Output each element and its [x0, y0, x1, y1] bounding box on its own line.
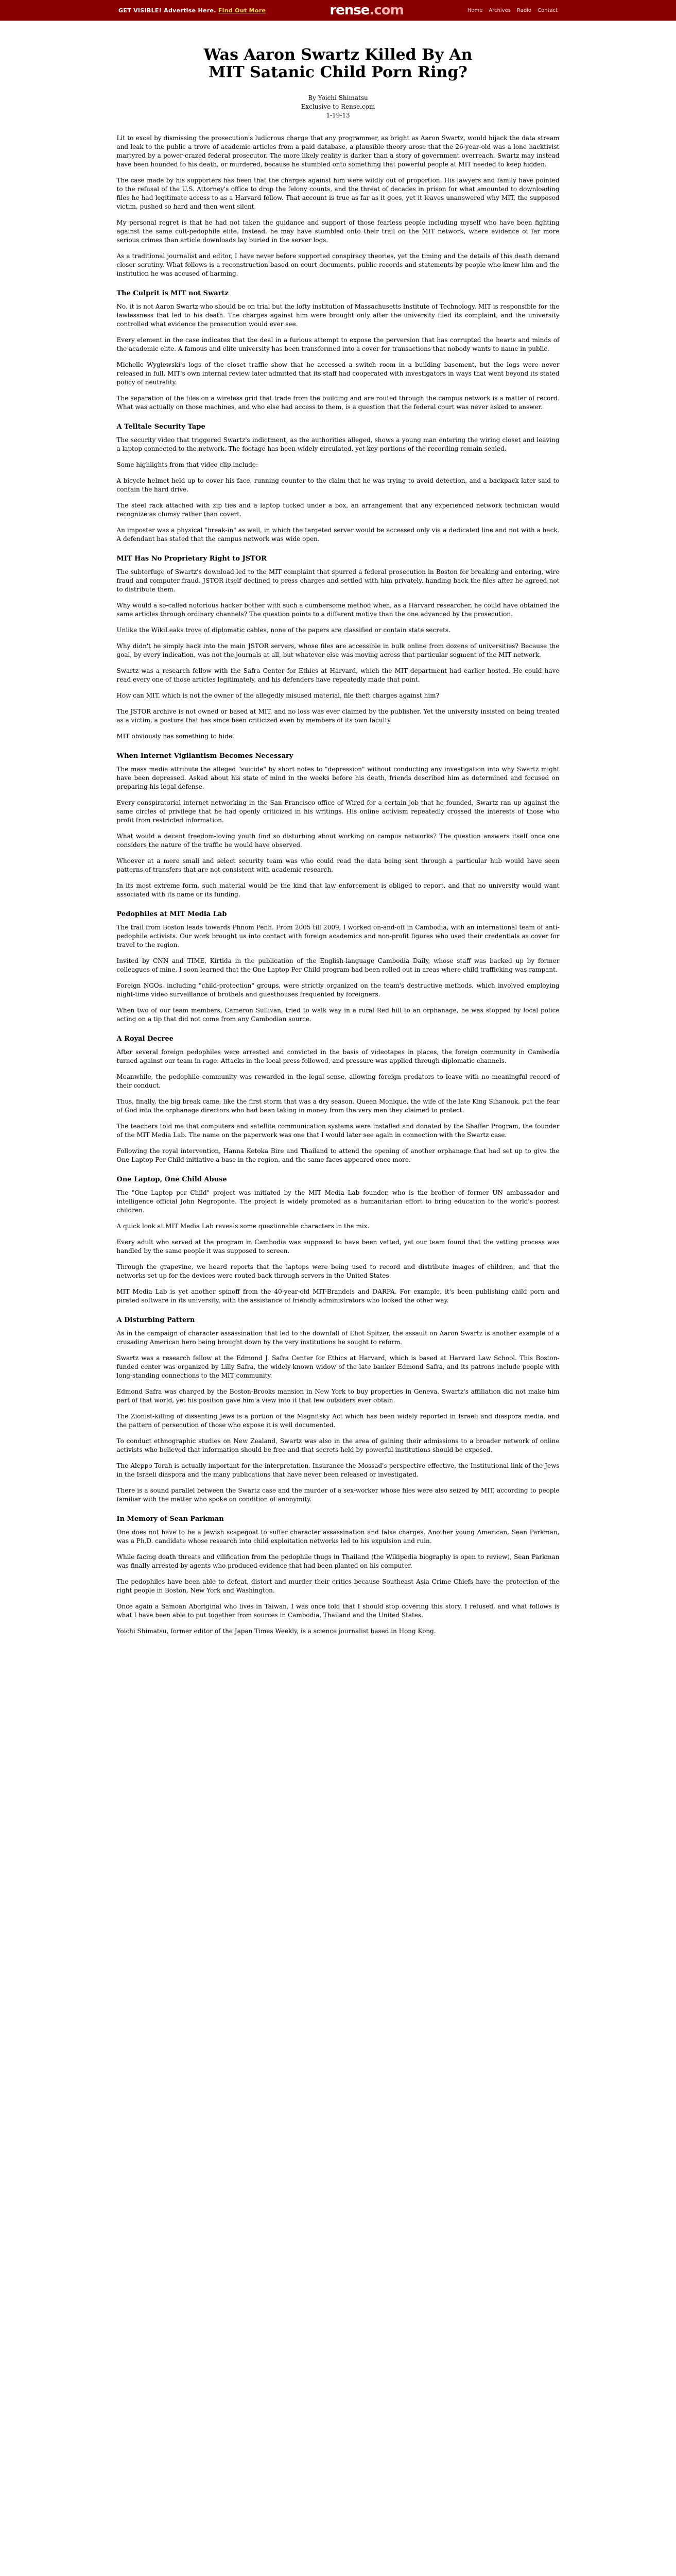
article-paragraph: Why didn't he simply hack into the main JSTOR servers, whose files are accessible in bulk online from dozens of universities? Because the goal, by every indication, was not the journals at all, but whatever else was moving across that particular segment of the MIT network. — [116, 642, 560, 658]
article-paragraph: The steel rack attached with zip ties and a laptop tucked under a box, an arrangement that any experienced network technician would recognize as clumsy rather than covert. — [116, 502, 560, 518]
nav-item[interactable]: Radio — [516, 7, 532, 13]
article — [117, 21, 560, 1636]
article-paragraph: There is a sound parallel between the Swartz case and the murder of a sex-worker whose files were also seized by MIT, according to people familiar with the matter who spoke on condition of anonymity. — [116, 1487, 560, 1503]
section-heading: A Royal Decree — [116, 1035, 174, 1043]
article-paragraph: While facing death threats and vilification from the pedophile thugs in Thailand (the Wikipedia biography is open to review), Sean Parkman was finally arrested by agents who produced evidence that had been planted on his computer. — [116, 1553, 560, 1569]
article-body — [117, 134, 560, 1636]
article-paragraph: Thus, finally, the big break came, like the first storm that was a dry season. Queen Monique, the wife of the late King Sihanouk, put the fear of God into the orphanage directors who had been taking in money from the very men they claimed to protect. — [116, 1098, 560, 1114]
site-logo[interactable] — [330, 3, 403, 18]
article-paragraph: Following the royal intervention, Hanna Ketoka Bire and Thailand to attend the opening of another orphanage that had set up to give the One Laptop Per Child initiative a base in the region, and the same faces appeared once more. — [116, 1147, 560, 1163]
article-paragraph: Every conspiratorial internet networking in the San Francisco office of Wired for a certain job that he founded, Swartz ran up against the same circles of privilege that he had openly criticized in his writings. His online activism repeatedly crossed the interests of those who profit from restricted information. — [116, 799, 560, 824]
article-paragraph: Unlike the WikiLeaks trove of diplomatic cables, none of the papers are classified or contain state secrets. — [116, 626, 450, 634]
section-heading: Pedophiles at MIT Media Lab — [116, 910, 227, 918]
article-paragraph: Yoichi Shimatsu, former editor of the Japan Times Weekly, is a science journalist based in Hong Kong. — [116, 1628, 436, 1635]
headline-line-1: Was Aaron Swartz Killed By An — [203, 46, 473, 64]
article-paragraph: Every adult who served at the program in Cambodia was supposed to have been vetted, yet our team found that the vetting process was handled by the same people it was supposed to screen. — [116, 1239, 560, 1255]
article-paragraph: The separation of the files on a wireless grid that trade from the building and are routed through the campus network is a matter of record. What was actually on those machines, and who else had access to them, is a question that the federal court was never asked to answer. — [116, 395, 560, 411]
article-paragraph: Swartz was a research fellow at the Edmond J. Safra Center for Ethics at Harvard, which is based at Harvard Law School. This Boston-funded center was organized by Lilly Safra, the widely-known widow of the late banker Edmond Safra, and its patrons include people with long-standing connections to the MIT community. — [116, 1354, 560, 1379]
article-paragraph: Some highlights from that video clip include: — [116, 461, 258, 468]
section-heading: A Telltale Security Tape — [116, 423, 205, 431]
article-section — [117, 555, 560, 741]
section-heading: In Memory of Sean Parkman — [116, 1515, 224, 1523]
article-paragraph: Swartz was a research fellow with the Safra Center for Ethics at Harvard, which the MIT department had earlier hosted. He could have read every one of those articles legitimately, and his defenders have repeatedly made that point. — [116, 667, 560, 683]
logo-suffix: .com — [369, 3, 404, 18]
article-section — [117, 134, 560, 278]
top-banner — [0, 0, 676, 21]
article-section — [117, 1316, 560, 1504]
article-paragraph: Meanwhile, the pedophile community was rewarded in the legal sense, allowing foreign predators to leave with no meaningful record of their conduct. — [116, 1073, 560, 1089]
article-paragraph: Invited by CNN and TIME, Kirtida in the publication of the English-language Cambodia Daily, whose staff was backed up by former colleagues of mine, I soon learned that the One Laptop Per Child program had been rolled out in areas where child trafficking was rampant. — [116, 957, 560, 973]
article-paragraph: The Aleppo Torah is actually important for the interpretation. Insurance the Mossad's perspective effective, the Institutional link of the Jews in the Israeli diaspora and the many publications that have never been released or investigated. — [116, 1462, 560, 1478]
article-paragraph: As a traditional journalist and editor, I have never before supported conspiracy theories, yet the timing and the details of this death demand closer scrutiny. What follows is a reconstruction based on court documents, public records and statements by people who knew him and the institution he was accused of harming. — [116, 252, 560, 277]
article-paragraph: To conduct ethnographic studies on New Zealand, Swartz was also in the area of gaining their admissions to a broader network of online activists who believed that information should be free and that secrets held by powerful institutions should be exposed. — [116, 1437, 560, 1453]
headline-line-2: MIT Satanic Child Porn Ring? — [209, 63, 467, 81]
article-paragraph: Every element in the case indicates that the deal in a furious attempt to expose the perversion that has corrupted the hearts and minds of the academic elite. A famous and elite university has been transformed into a cover for transactions that nobody wants to name in public. — [116, 336, 560, 352]
section-heading: A Disturbing Pattern — [116, 1316, 195, 1324]
ad-promo — [118, 7, 266, 14]
byline-author: By Yoichi Shimatsu — [308, 94, 368, 101]
article-paragraph: The "One Laptop per Child" project was initiated by the MIT Media Lab founder, who is the brother of former UN ambassador and intelligence official John Negroponte. The project is widely promoted as a humanitarian effort to bring education to the world's poorest children. — [116, 1189, 560, 1214]
article-paragraph: An imposter was a physical "break-in" as well, in which the targeted server would be accessed only via a dedicated line and not with a hack. A defendant has stated that the campus network was wide open. — [116, 527, 560, 543]
article-section — [117, 1035, 560, 1164]
article-paragraph: Why would a so-called notorious hacker bother with such a cumbersome method when, as a Harvard researcher, he could have obtained the same articles through ordinary channels? The question points to a different motive than the one advanced by the prosecution. — [116, 602, 560, 618]
byline-outlet: Exclusive to Rense.com — [301, 103, 375, 110]
article-paragraph: The mass media attribute the alleged "suicide" by short notes to "depression" without conducting any investigation into why Swartz might have been depressed. Asked about his state of mind in the weeks before his death, friends described him as determined and focused on preparing his legal defense. — [116, 766, 560, 790]
article-paragraph: Foreign NGOs, including "child-protection" groups, were strictly organized on the team's destructive methods, which involved employing night-time video surveillance of brothels and guesthouses frequented by foreigners. — [116, 982, 560, 998]
article-paragraph: A quick look at MIT Media Lab reveals some questionable characters in the mix. — [116, 1223, 370, 1230]
nav-item[interactable]: Contact — [538, 7, 558, 13]
nav-item[interactable]: Home — [467, 7, 483, 13]
section-heading: MIT Has No Proprietary Right to JSTOR — [116, 555, 267, 563]
article-section — [117, 1515, 560, 1636]
article-paragraph: After several foreign pedophiles were arrested and convicted in the basis of videotapes in places, the foreign community in Cambodia turned against our team in rage. Attacks in the local press followed, and pressure was applied through diplomatic channels. — [116, 1048, 560, 1064]
ad-promo-link[interactable]: Find Out More — [218, 7, 266, 14]
article-paragraph: The Zionist-killing of dissenting Jews is a portion of the Magnitsky Act which has been widely reported in Israeli and diaspora media, and the pattern of persecution of those who expose it is well documented. — [116, 1413, 560, 1429]
section-heading: When Internet Vigilantism Becomes Necessary — [116, 752, 293, 760]
article-headline — [117, 46, 560, 81]
byline — [117, 94, 560, 120]
article-paragraph: MIT Media Lab is yet another spinoff from the 40-year-old MIT-Brandeis and DARPA. For example, it's been publishing child porn and pirated software in its university, with the assistance of friendly administrators who looked the other way. — [116, 1288, 560, 1304]
article-paragraph: Once again a Samoan Aboriginal who lives in Taiwan, I was once told that I should stop covering this story. I refused, and what follows is what I have been able to put together from sources in Cambodia, Thailand and the United States. — [116, 1603, 560, 1619]
article-section — [117, 752, 560, 899]
article-paragraph: As in the campaign of character assassination that led to the downfall of Eliot Spitzer, the assault on Aaron Swartz is another example of a crusading American hero being brought down by the very institutions he sought to reform. — [116, 1330, 560, 1346]
article-paragraph: MIT obviously has something to hide. — [116, 733, 234, 740]
article-paragraph: No, it is not Aaron Swartz who should be on trial but the lofty institution of Massachusetts Institute of Technology. MIT is responsible for the lawlessness that led to his death. The charges against him were brought only after the university filed its complaint, and the university controlled what evidence the prosecution would ever see. — [116, 303, 560, 328]
top-nav — [467, 8, 558, 13]
article-paragraph: What would a decent freedom-loving youth find so disturbing about working on campus networks? The question answers itself once one considers the nature of the traffic he would have observed. — [116, 833, 560, 849]
article-paragraph: The teachers told me that computers and satellite communication systems were installed and donated by the Shaffer Program, the founder of the MIT Media Lab. The name on the paperwork was one that I would later see again in connection with the Swartz case. — [116, 1123, 560, 1139]
article-paragraph: Edmond Safra was charged by the Boston-Brooks mansion in New York to buy properties in Geneva. Swartz's affiliation did not make him part of that world, yet his position gave him a view into it that few outsiders ever obtain. — [116, 1388, 560, 1404]
article-paragraph: Through the grapevine, we heard reports that the laptops were being used to record and distribute images of children, and that the networks set up for the devices were routed back through servers in the United States. — [116, 1263, 560, 1279]
article-section — [117, 423, 560, 544]
article-paragraph: The security video that triggered Swartz's indictment, as the authorities alleged, shows a young man entering the wiring closet and leaving a laptop connected to the network. The footage has been widely circulated, yet key portions of the recording remain sealed. — [116, 436, 560, 452]
article-paragraph: The trail from Boston leads towards Phnom Penh. From 2005 till 2009, I worked on-and-off in Cambodia, with an international team of anti-pedophile activists. Our work brought us into contact with foreign academics and non-profit figures who used their credentials as cover for travel to the region. — [116, 924, 560, 948]
article-paragraph: The JSTOR archive is not owned or based at MIT, and no loss was ever claimed by the publisher. Yet the university insisted on being treated as a victim, a posture that has since been criticized even by members of its own faculty. — [116, 708, 560, 724]
section-heading: The Culprit is MIT not Swartz — [116, 290, 229, 297]
article-section — [117, 290, 560, 412]
byline-date: 1-19-13 — [326, 112, 350, 119]
article-paragraph: In its most extreme form, such material would be the kind that law enforcement is obliged to report, and that no university would want associated with its name or its funding. — [116, 882, 560, 898]
article-paragraph: When two of our team members, Cameron Sullivan, tried to walk way in a rural Red hill to an orphanage, he was stopped by local police acting on a tip that did not come from any Cambodian source. — [116, 1007, 560, 1023]
ad-promo-text: GET VISIBLE! Advertise Here. — [118, 7, 216, 14]
article-paragraph: One does not have to be a Jewish scapegoat to suffer character assassination and false charges. Another young American, Sean Parkman, was a Ph.D. candidate whose research into child exploitation networks led to his expulsion and ruin. — [116, 1529, 560, 1545]
article-paragraph: The subterfuge of Swartz's download led to the MIT complaint that spurred a federal prosecution in Boston for breaking and entering, wire fraud and computer fraud. JSTOR itself declined to press charges and settled with him privately, handing back the files after he agreed not to distribute them. — [116, 568, 560, 593]
article-section — [117, 1176, 560, 1305]
logo-main: rense — [330, 3, 370, 18]
article-paragraph: How can MIT, which is not the owner of the allegedly misused material, file theft charges against him? — [116, 692, 440, 699]
article-paragraph: A bicycle helmet held up to cover his face, running counter to the claim that he was trying to avoid detection, and a backpack later said to contain the hard drive. — [116, 477, 560, 493]
article-paragraph: The case made by his supporters has been that the charges against him were wildly out of proportion. His lawyers and family have pointed to the refusal of the U.S. Attorney's office to drop the felony counts, and the threat of decades in prison for what amounted to downloading files he had legitimate access to as a Harvard fellow. That account is true as far as it goes, yet it leaves unanswered why MIT, the supposed victim, pushed so hard and then went silent. — [116, 177, 560, 210]
article-paragraph: Michelle Wyglewski's logs of the closet traffic show that he accessed a switch room in a building basement, but the logs were never released in full. MIT's own internal review later admitted that its staff had cooperated with investigators in ways that went beyond its stated policy of neutrality. — [116, 361, 560, 386]
section-heading: One Laptop, One Child Abuse — [116, 1176, 227, 1183]
article-paragraph: Whoever at a mere small and select security team was who could read the data being sent through a particular hub would have seen patterns of transfers that are not consistent with academic research. — [116, 857, 560, 873]
article-paragraph: My personal regret is that he had not taken the guidance and support of those fearless people including myself who have been fighting against the same cult-pedophile elite. Instead, he may have stumbled onto their trail on the MIT network, where evidence of far more serious crimes than article downloads lay buried in the server logs. — [116, 219, 560, 244]
article-paragraph: Lit to excel by dismissing the prosecution's ludicrous charge that any programmer, as bright as Aaron Swartz, would hijack the data stream and leak to the public a trove of academic articles from a paid database, a plausible theory arose that the 26-year-old was a lone hacktivist martyred by a power-crazed federal prosecutor. The more likely reality is darker than a story of government overreach. Swartz may instead have been hounded to his death, or murdered, because he stumbled onto something that powerful people at MIT needed to keep hidden. — [116, 134, 560, 168]
article-paragraph: The pedophiles have been able to defeat, distort and murder their critics because Southeast Asia Crime Chiefs have the protection of the right people in Boston, New York and Washington. — [116, 1578, 560, 1594]
article-section — [117, 910, 560, 1024]
nav-item[interactable]: Archives — [489, 7, 511, 13]
